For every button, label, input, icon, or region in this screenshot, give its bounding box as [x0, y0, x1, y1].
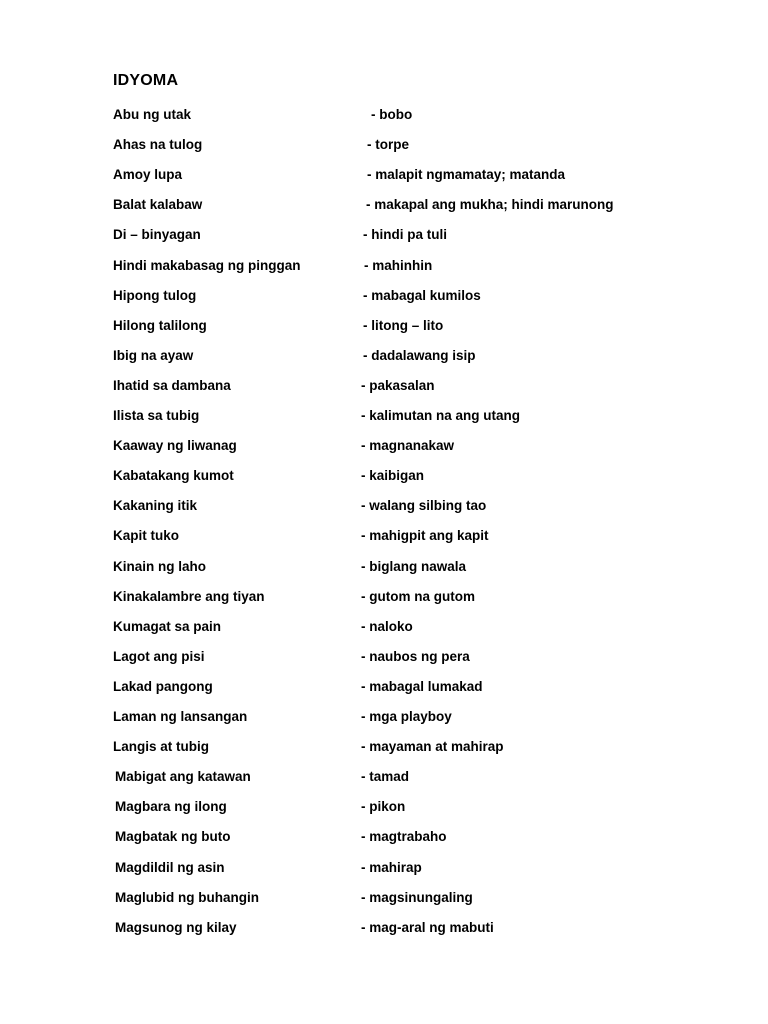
idiom-meaning: - malapit ngmamatay; matanda — [367, 167, 566, 183]
idiom-term: Mabigat ang katawan — [115, 769, 251, 785]
idiom-term: Lakad pangong — [113, 678, 213, 694]
idiom-entry — [0, 165, 768, 185]
idiom-entry — [0, 105, 768, 125]
idiom-entry — [0, 526, 768, 546]
idiom-term: Kakaning itik — [113, 498, 198, 514]
idiom-entry — [0, 557, 768, 577]
idiom-entry — [0, 135, 768, 155]
idiom-entry — [0, 466, 768, 486]
idiom-meaning: - kalimutan na ang utang — [361, 408, 521, 423]
idiom-term: Hilong talilong — [113, 317, 207, 333]
idiom-entry — [0, 496, 768, 516]
idiom-term: Amoy lupa — [113, 167, 183, 183]
idiom-term: Abu ng utak — [113, 107, 191, 122]
idiom-meaning: - mag-aral ng mabuti — [361, 919, 494, 935]
idiom-term: Maglubid ng buhangin — [115, 889, 259, 905]
idiom-entry — [0, 406, 768, 426]
idiom-entry — [0, 677, 768, 697]
idiom-entry — [0, 737, 768, 757]
idiom-entry — [0, 195, 768, 215]
idiom-entry — [0, 587, 768, 607]
idiom-meaning: - naloko — [361, 618, 413, 634]
idiom-meaning: - dadalawang isip — [363, 347, 476, 363]
idiom-meaning: - pakasalan — [361, 377, 435, 393]
idiom-term: Hipong tulog — [113, 287, 197, 303]
idiom-meaning: - mabagal kumilos — [363, 287, 481, 303]
idiom-term: Magsunog ng kilay — [115, 919, 237, 935]
idiom-meaning: - torpe — [367, 137, 409, 153]
idiom-term: Hindi makabasag ng pinggan — [113, 257, 301, 273]
idiom-meaning: - litong – lito — [363, 317, 444, 333]
idiom-meaning: - magnanakaw — [361, 438, 455, 454]
idiom-meaning: - mga playboy — [361, 709, 452, 724]
idiom-term: Balat kalabaw — [113, 197, 203, 213]
idiom-term: Laman ng lansangan — [113, 709, 248, 724]
idiom-entry — [0, 707, 768, 727]
idiom-meaning: - gutom na gutom — [361, 588, 475, 604]
idiom-term: Kaaway ng liwanag — [113, 438, 237, 454]
idiom-term: Di – binyagan — [113, 227, 201, 243]
idiom-entry — [0, 647, 768, 667]
idiom-entry — [0, 767, 768, 787]
idiom-term: Magdildil ng asin — [115, 859, 225, 875]
idiom-term: Kinain ng laho — [113, 558, 206, 574]
document-title: IDYOMA — [113, 72, 179, 89]
idiom-entry — [0, 376, 768, 396]
idiom-entry — [0, 436, 768, 456]
idiom-term: Langis at tubig — [113, 739, 209, 755]
idiom-meaning: - mahirap — [361, 859, 422, 875]
idiom-term: Kinakalambre ang tiyan — [113, 588, 265, 604]
idiom-term: Magbara ng ilong — [115, 799, 227, 815]
idiom-term: Lagot ang pisi — [113, 648, 205, 664]
idiom-entry — [0, 256, 768, 276]
idiom-entry — [0, 858, 768, 878]
idiom-meaning: - naubos ng pera — [361, 648, 470, 664]
idiom-meaning: - magtrabaho — [361, 829, 447, 845]
idiom-entry — [0, 617, 768, 637]
idiom-term: Kumagat sa pain — [113, 618, 222, 634]
idiom-meaning: - mabagal lumakad — [361, 678, 483, 694]
idiom-term: Kabatakang kumot — [113, 468, 234, 484]
idiom-entry — [0, 286, 768, 306]
idiom-meaning: - pikon — [361, 799, 406, 815]
idiom-entry — [0, 225, 768, 245]
idiom-term: Magbatak ng buto — [115, 829, 231, 845]
idiom-term: Ahas na tulog — [113, 137, 203, 153]
idiom-entry — [0, 346, 768, 366]
idiom-meaning: - hindi pa tuli — [363, 227, 447, 243]
idiom-meaning: - mahigpit ang kapit — [361, 528, 489, 544]
idiom-meaning: - makapal ang mukha; hindi marunong — [366, 197, 614, 213]
idiom-entry — [0, 797, 768, 817]
idiom-meaning: - walang silbing tao — [361, 498, 487, 514]
idiom-term: Ilista sa tubig — [113, 408, 200, 423]
idiom-term: Kapit tuko — [113, 528, 179, 544]
idiom-entry — [0, 316, 768, 336]
idiom-meaning: - bobo — [371, 107, 413, 122]
idiom-entry — [0, 918, 768, 938]
idiom-entry — [0, 888, 768, 908]
idiom-meaning: - mayaman at mahirap — [361, 739, 504, 755]
idiom-meaning: - kaibigan — [361, 468, 425, 484]
idiom-term: Ihatid sa dambana — [113, 377, 231, 393]
idiom-meaning: - mahinhin — [364, 257, 433, 273]
idiom-meaning: - biglang nawala — [361, 558, 467, 574]
idiom-term: Ibig na ayaw — [113, 347, 194, 363]
idiom-meaning: - magsinungaling — [361, 889, 473, 905]
idiom-entry — [0, 827, 768, 847]
idiom-meaning: - tamad — [361, 769, 410, 785]
